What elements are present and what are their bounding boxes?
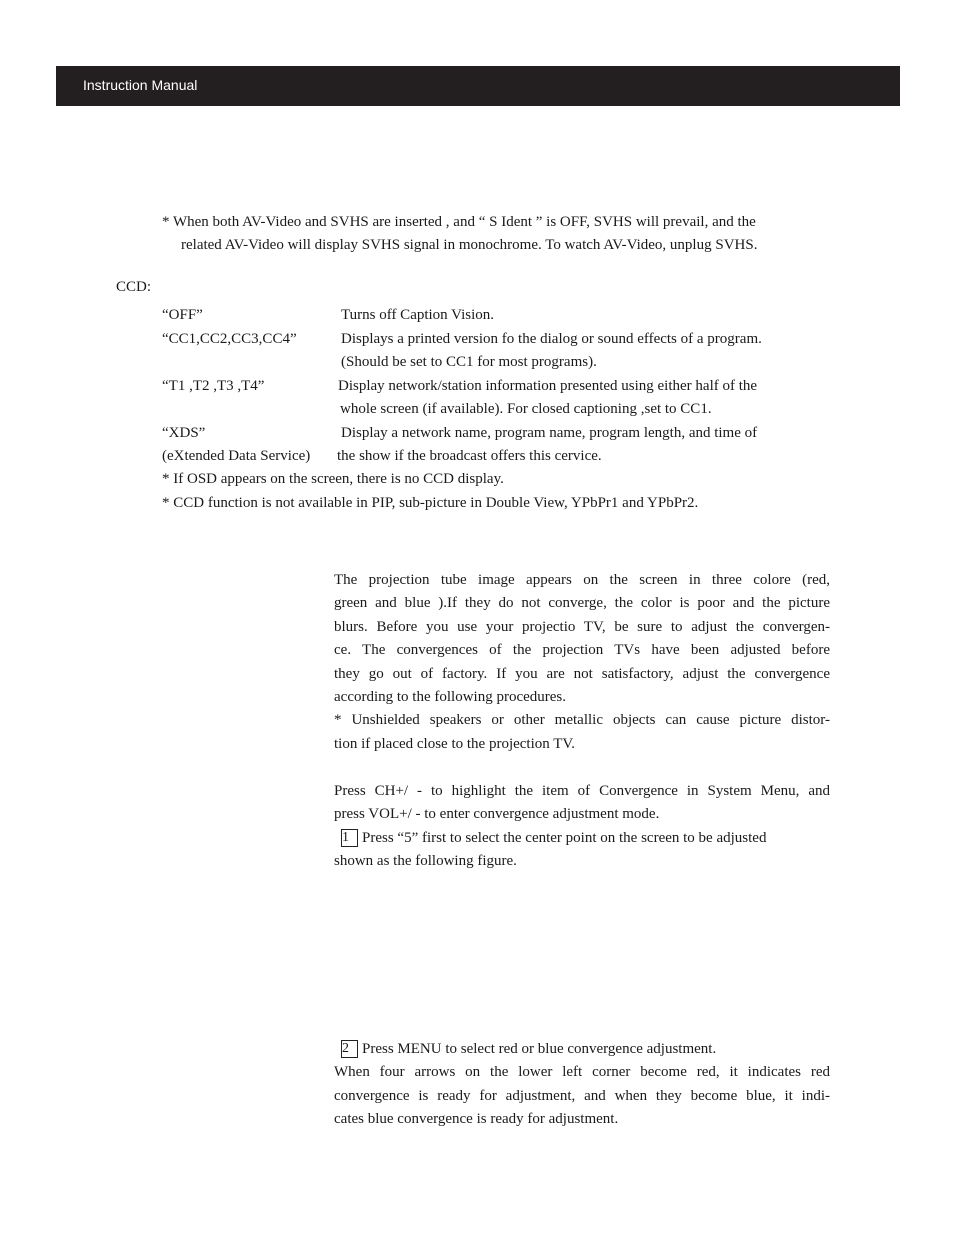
ccd-option-key-xds: “XDS” [162,425,206,441]
convergence-intro-line: The projection tube image appears on the screen in three colore (red, [334,572,830,588]
step-1-continuation: shown as the following figure. [334,853,517,870]
step-2-text: Press MENU to select red or blue convergence adjustment. [362,1041,717,1057]
ccd-option-desc-cc-1: Displays a printed version fo the dialog or sound effects of a program. [341,331,762,347]
step-2 [334,1038,830,1061]
ccd-note-osd: * If OSD appears on the screen, there is no CCD display. [162,471,504,487]
convergence-intro-line: according to the following procedures. [334,689,567,706]
step-2-line: When four arrows on the lower left corner become red, it indicates red [334,1064,830,1081]
step-1-number-box: 1 [341,829,358,847]
ccd-option-desc-xds: Display a network name, program name, program length, and time of [341,425,758,441]
press-line: press VOL+/ - to enter convergence adjustment mode. [334,806,660,823]
ccd-xds-continuation: the show if the broadcast offers this cervice. [337,448,602,464]
step-1-text: Press “5” first to select the center point on the screen to be adjusted [362,829,767,846]
step-2-line: convergence is ready for adjustment, and when they become blue, it indi- [334,1087,830,1104]
ccd-label: CCD: [116,279,152,295]
header-bar [56,66,900,106]
press-line: Press CH+/ - to highlight the item of Convergence in System Menu, and [334,783,830,799]
ccd-option-desc-cc-2: (Should be set to CC1 for most programs). [341,354,597,370]
convergence-intro-line: ce. The convergences of the projection TVs have been adjusted before [334,642,830,659]
svhs-note-line-1: * When both AV-Video and SVHS are inserted , and “ S Ident ” is OFF, SVHS will prevail, and the [162,214,756,230]
convergence-press-instructions [334,780,830,874]
convergence-intro-line: blurs. Before you use your projectio TV, be sure to adjust the convergen- [334,618,830,635]
step-2-number-box: 2 [341,1040,358,1058]
ccd-xds-fullname: (eXtended Data Service) [162,448,311,464]
convergence-step-2 [334,1038,830,1132]
convergence-warning-line: * Unshielded speakers or other metallic objects can cause picture distor- [334,712,830,729]
svhs-note-line-2: related AV-Video will display SVHS signal in monochrome. To watch AV-Video, unplug SVHS. [181,237,758,253]
step-1 [334,827,830,850]
ccd-note-pip: * CCD function is not available in PIP, sub-picture in Double View, YPbPr1 and YPbPr2. [162,495,699,511]
ccd-option-desc-t-2: whole screen (if available). For closed captioning ,set to CC1. [340,401,712,417]
convergence-intro-line: green and blue ).If they do not converge, the color is poor and the picture [334,595,830,612]
ccd-option-key-off: “OFF” [162,307,203,323]
convergence-intro [334,569,830,756]
ccd-option-key-cc: “CC1,CC2,CC3,CC4” [162,331,297,347]
ccd-option-key-t: “T1 ,T2 ,T3 ,T4” [162,378,265,394]
ccd-option-desc-off: Turns off Caption Vision. [341,307,495,323]
convergence-warning-line: tion if placed close to the projection TV. [334,735,576,752]
convergence-intro-line: they go out of factory. If you are not satisfactory, adjust the convergence [334,665,830,682]
header-title: Instruction Manual [83,77,198,93]
step-2-line: cates blue convergence is ready for adjustment. [334,1111,619,1128]
ccd-option-desc-t-1: Display network/station information presented using either half of the [338,378,758,394]
